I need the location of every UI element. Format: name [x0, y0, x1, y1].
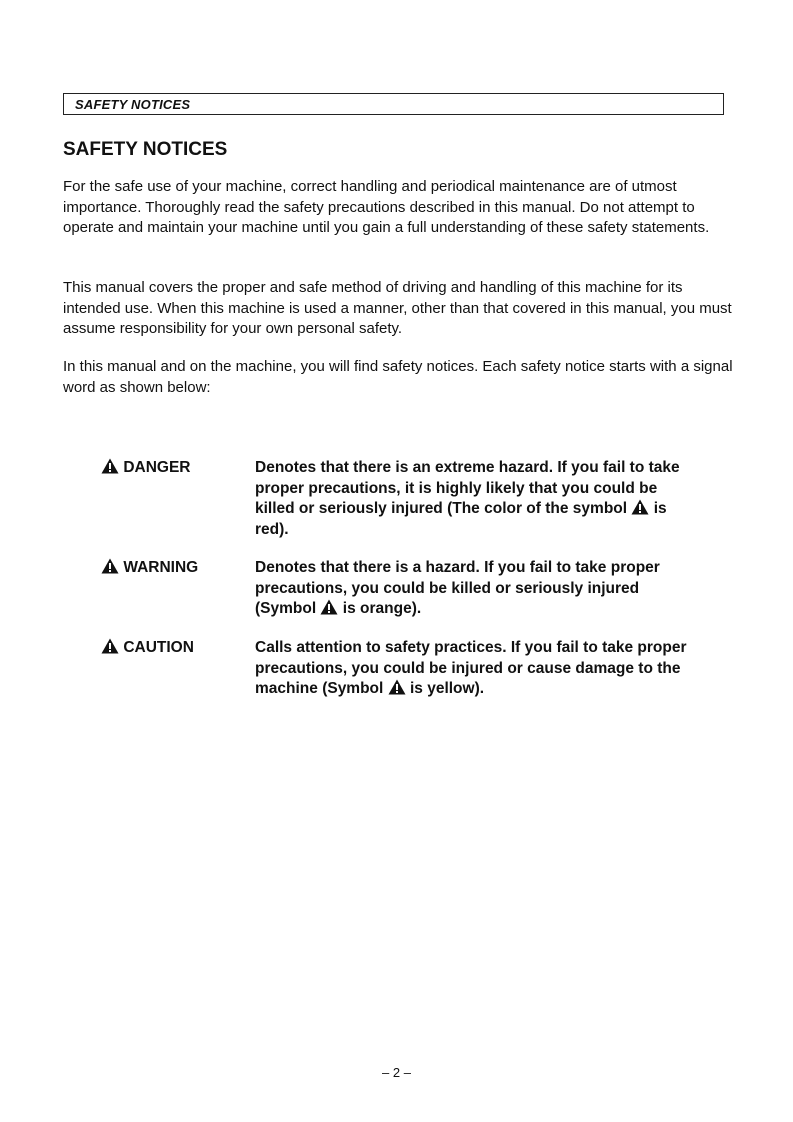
section-header-bar	[63, 93, 724, 115]
notice-caution-description	[255, 638, 695, 700]
warning-triangle-icon	[388, 679, 406, 695]
warning-triangle-icon	[101, 558, 119, 574]
section-header-label: SAFETY NOTICES	[75, 97, 191, 112]
notice-danger-label: DANGER	[123, 459, 191, 476]
notice-danger-text-end: is red).	[255, 500, 667, 538]
notice-warning-text-end: is orange).	[342, 600, 422, 617]
responsibility-paragraph: This manual covers the proper and safe method of driving and handling of this machine for its intended use. When this machine is used a manner, other than that covered in this manual, you must assume responsibility for your own personal safety.	[63, 279, 732, 337]
notice-warning-term	[101, 558, 198, 577]
notice-danger-description	[255, 458, 695, 540]
warning-triangle-icon	[101, 638, 119, 654]
notice-caution-text: Calls attention to safety practices. If you fail to take proper precautions, you could be injured or cause damage to the machine (Symbol	[255, 639, 687, 697]
notice-warning-description	[255, 558, 695, 620]
notice-danger-text: Denotes that there is an extreme hazard. If you fail to take proper precautions, it is highly likely that you could be killed or seriously injured (The color of the symbol	[255, 459, 680, 517]
notice-caution-term	[101, 638, 194, 657]
signal-word-paragraph: In this manual and on the machine, you will find safety notices. Each safety notice starts with a signal word as shown below:	[63, 358, 733, 396]
warning-triangle-icon	[101, 458, 119, 474]
notice-warning-label: WARNING	[123, 559, 199, 576]
warning-triangle-icon	[320, 599, 338, 615]
intro-paragraph: For the safe use of your machine, correct handling and periodical maintenance are of utmost importance. Thoroughly read the safety precautions described in this manual. Do not attempt to operate and maintain your machine until you gain a full understanding of these safety statements.	[63, 178, 710, 236]
notice-caution-text-end: is yellow).	[409, 680, 485, 697]
warning-triangle-icon	[631, 499, 649, 515]
notice-danger-term	[101, 458, 190, 477]
notice-warning-text: Denotes that there is a hazard. If you fail to take proper precautions, you could be killed or seriously injured (Symbol	[255, 559, 660, 617]
notice-caution-label: CAUTION	[123, 639, 194, 656]
page-title: SAFETY NOTICES	[63, 139, 228, 160]
page-number: – 2 –	[382, 1065, 411, 1080]
